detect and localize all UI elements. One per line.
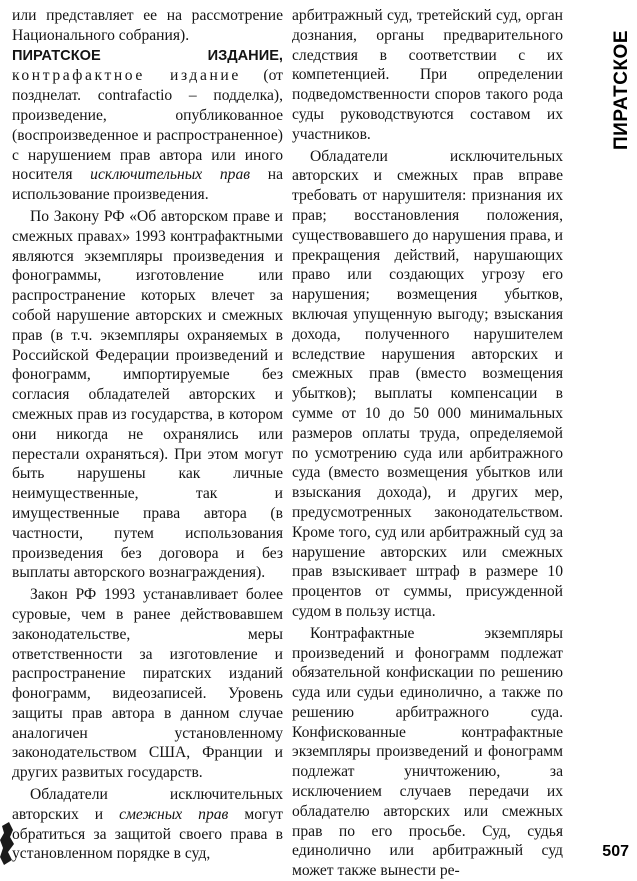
paragraph-confiscation: Контрафактные экземпляры произведений и фонограмм подлежат обязательной конфискации по решению суда или судьи единолично, а также по решению арбитражного суда. Конфискованные контрафактные экземпляры произведений и фонограмм подлежат уничтожению, за исключением случаев передачи их обладателю авторских или смежных прав по его просьбе. Суд, судья единолично или арбитражный суд может также вынести ре-: [292, 624, 563, 880]
entry-definition-part1: (от позднелат. contrafactio – подделка), произведение, опубликованное (воспроизведенное и распространенное) с нарушением прав автора или иного носителя: [12, 67, 283, 184]
left-column: [12, 6, 283, 864]
rights-holders-crossref: смежных прав: [119, 805, 229, 823]
paragraph-liability: Закон РФ 1993 устанавливает более суровые, чем в ранее действовавшем законодательстве, меры ответственности за изготовление и распространение пиратских изданий фонограмм, видеозаписей. Уровень защиты прав автора в данном случае аналогичен установленному законодательством США, Франции и других развитых государств.: [12, 586, 283, 782]
page-number: 507: [602, 843, 629, 860]
running-head: ПИРАТСКОЕ: [611, 30, 632, 150]
paragraph-rights-holders: [12, 785, 283, 864]
right-column: [292, 6, 563, 881]
paragraph-courts: арбитражный суд, третейский суд, орган дознания, органы предварительного следствия в соответствии с их компетенцией. При определении подведомственности споров такого рода суды руководствуются составом их участников.: [292, 7, 563, 143]
entry-definition-part2: на использование произведения.: [12, 166, 284, 204]
paragraph-continued: или представляет ее на рассмотрение Национального собрания).: [12, 7, 283, 44]
scan-smudge: [0, 822, 16, 865]
entry-headword: ПИРАТСКОЕ ИЗДАНИЕ,: [12, 47, 283, 64]
paragraph-law-1993: По Закону РФ «Об авторском праве и смежных правах» 1993 контрафактными являются экземпляры произведения и фонограммы, изготовление или распространение которых влечет за собой нарушение авторских и смежных прав (в т.ч. экземпляры охраняемых в Российской Федерации произведений и фонограмм, импортируемые без согласия обладателей авторских и смежных прав из государства, в котором они никогда не охранялись или перестали охраняться). При этом могут быть нарушены как личные неимущественные, так и имущественные права автора (в частности, путем использования произведения без договора и без выплаты авторского вознаграждения).: [12, 207, 283, 582]
paragraph-remedies: Обладатели исключительных авторских и смежных прав вправе требовать от нарушителя: признания их прав; восстановления положения, существовавшего до нарушения права, и прекращения действий, нарушающих право или создающих угрозу его нарушения; возмещения убытков, включая упущенную выгоду; взыскания дохода, полученного нарушителем вследствие нарушения авторских и смежных прав (вместо возмещения убытков); выплаты компенсации в сумме от 10 до 50 000 минимальных размеров оплаты труда, определяемой по усмотрению суда или арбитражного суда (вместо возмещения убытков или взыскания дохода), и других мер, предусмотренных законодательством. Кроме того, суд или арбитражный суд за нарушение авторских или смежных прав взыскивает штраф в размере 10 процентов от суммы, присужденной судом в пользу истца.: [292, 147, 563, 620]
rights-holders-text-a: Обладатели исключительных авторских и: [12, 786, 283, 823]
rights-holders-text-b: могут обратиться за защитой своего права в установленном порядке в суд,: [12, 805, 284, 863]
entry-crossref-term: исключительных прав: [90, 166, 251, 184]
dictionary-entry: [12, 46, 283, 205]
entry-synonym: контрафактное издание: [12, 67, 241, 85]
